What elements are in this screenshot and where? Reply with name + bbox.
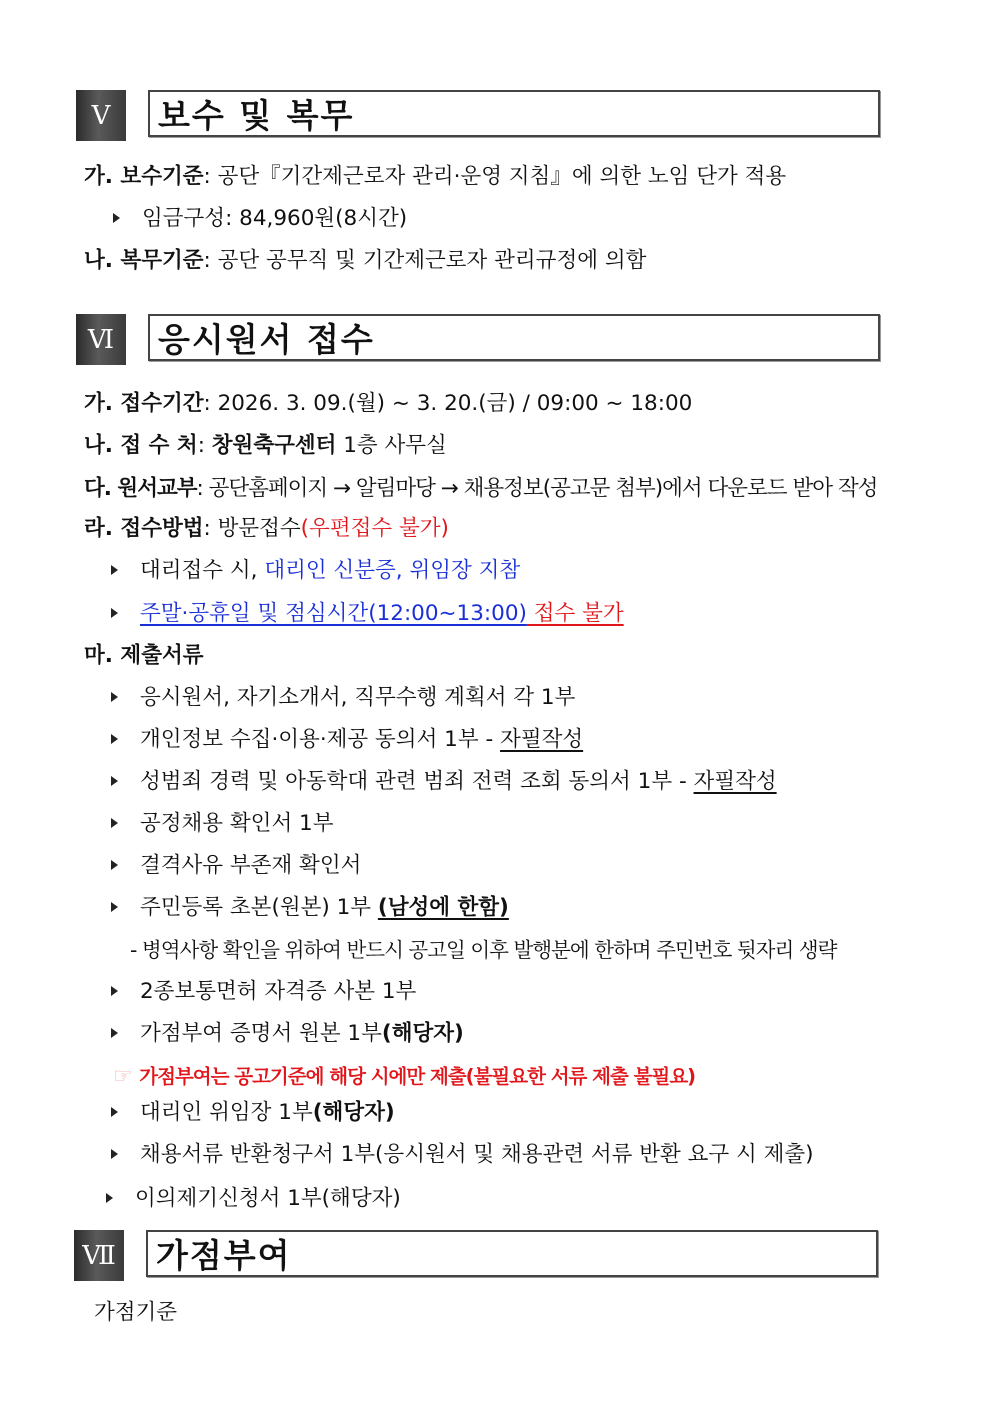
list-item: [111, 1019, 464, 1049]
doc-item-text: 성범죄 경력 및 아동학대 관련 범죄 전력 조회 동의서 1부 -: [140, 769, 694, 794]
method-text: : 방문접수: [203, 516, 301, 541]
triangle-bullet-icon: [111, 860, 118, 870]
list-item: [111, 1098, 395, 1128]
triangle-bullet-icon: [111, 902, 118, 912]
place-rest: 1층 사무실: [336, 433, 447, 458]
section-title: 가점부여: [156, 1236, 292, 1275]
section-number-box: Ⅴ: [76, 90, 126, 141]
triangle-bullet-icon: [111, 692, 118, 702]
place-name: 창원축구센터: [211, 433, 337, 458]
period-line: [84, 389, 692, 419]
list-item: [111, 683, 575, 713]
doc-item-text: 이의제기신청서 1부(해당자): [135, 1186, 401, 1211]
pay-standard-text: : 공단『기간제근로자 관리·운영 지침』에 의한 노임 단가 적용: [203, 164, 787, 189]
doc-item-text: 개인정보 수집·이용·제공 동의서 1부 -: [140, 727, 501, 752]
place-line: [84, 431, 447, 461]
male-only-note: (남성에 한함): [377, 895, 509, 920]
triangle-bullet-icon: [111, 565, 118, 575]
doc-item-text: 채용서류 반환청구서 1부(응시원서 및 채용관련 서류 반환 요구 시 제출): [140, 1142, 814, 1167]
section-title-box: [148, 90, 880, 137]
pay-standard-label: 가. 보수기준: [84, 164, 204, 189]
weekend-line: [111, 599, 624, 629]
section-title: 응시원서 접수: [158, 320, 375, 359]
section-7-header: [74, 1230, 882, 1281]
doc-item-text: 가점부여 증명서 원본 1부: [140, 1021, 382, 1046]
section-title-box: [146, 1230, 878, 1277]
doc-item-text: 결격사유 부존재 확인서: [140, 853, 362, 878]
triangle-bullet-icon: [113, 213, 120, 223]
military-subnote: [130, 935, 836, 965]
section-5-header: [76, 90, 884, 141]
docs-label-line: [84, 641, 204, 671]
handwritten-note: 자필작성: [500, 727, 584, 752]
bonus-note-text: 가점부여는 공고기준에 해당 시에만 제출(불필요한 서류 제출 불필요): [139, 1065, 696, 1088]
triangle-bullet-icon: [111, 1107, 118, 1117]
wage-line: [113, 204, 407, 234]
triangle-bullet-icon: [111, 776, 118, 786]
proxy-line: [111, 556, 520, 586]
handwritten-note: 자필작성: [693, 769, 777, 794]
doc-item-text: 주민등록 초본(원본) 1부: [140, 895, 378, 920]
form-text: : 공단홈페이지 → 알림마당 → 채용정보(공고문 첨부)에서 다운로드 받아 작성: [196, 476, 878, 501]
weekend-blue-text: 주말·공휴일 및 점심시간(12:00~13:00): [140, 601, 527, 626]
period-label: 가. 접수기간: [84, 391, 204, 416]
triangle-bullet-icon: [111, 734, 118, 744]
proxy-blue-text: 대리인 신분증, 위임장 지참: [264, 558, 521, 583]
pointing-hand-icon: ☞: [113, 1064, 132, 1089]
list-item: [111, 893, 509, 923]
section-title-box: [148, 314, 880, 361]
place-label: 나. 접 수 처: [84, 433, 198, 458]
method-label: 라. 접수방법: [84, 516, 204, 541]
method-red-text: (우편접수 불가): [300, 516, 449, 541]
form-label: 다. 원서교부: [84, 476, 197, 501]
method-line: [84, 514, 449, 544]
triangle-bullet-icon: [111, 986, 118, 996]
list-item: [111, 725, 583, 755]
pay-standard-line: [84, 162, 786, 192]
list-item: [106, 1184, 401, 1214]
section-6-header: [76, 314, 884, 365]
bonus-note-line: [113, 1062, 695, 1092]
list-item: [111, 1140, 814, 1170]
form-line: [84, 474, 877, 504]
section-number-box: Ⅵ: [76, 314, 126, 365]
proxy-prefix: 대리접수 시,: [140, 558, 265, 583]
triangle-bullet-icon: [111, 1028, 118, 1038]
list-item: [111, 809, 334, 839]
applicable-note: (해당자): [381, 1021, 464, 1046]
doc-item-text: 2종보통면허 자격증 사본 1부: [140, 979, 417, 1004]
triangle-bullet-icon: [106, 1193, 113, 1203]
triangle-bullet-icon: [111, 818, 118, 828]
triangle-bullet-icon: [111, 608, 118, 618]
triangle-bullet-icon: [111, 1149, 118, 1159]
wage-text: 임금구성: 84,960원(8시간): [142, 206, 408, 231]
doc-item-text: 대리인 위임장 1부: [140, 1100, 313, 1125]
military-subnote-text: - 병역사항 확인을 위하여 반드시 공고일 이후 발행분에 한하며 주민번호 뒷자리 생략: [130, 938, 837, 962]
section-title: 보수 및 복무: [158, 96, 355, 135]
place-sep: :: [197, 433, 212, 458]
weekend-red-text: 접수 불가: [526, 601, 624, 626]
list-item: [111, 851, 361, 881]
doc-item-text: 공정채용 확인서 1부: [140, 811, 334, 836]
applicable-note: (해당자): [312, 1100, 395, 1125]
service-standard-label: 나. 복무기준: [84, 248, 204, 273]
docs-label: 마. 제출서류: [84, 643, 204, 668]
doc-item-text: 응시원서, 자기소개서, 직무수행 계획서 각 1부: [140, 685, 576, 710]
service-standard-text: : 공단 공무직 및 기간제근로자 관리규정에 의함: [203, 248, 647, 273]
period-text: : 2026. 3. 09.(월) ~ 3. 20.(금) / 09:00 ~ 18:00: [203, 391, 693, 416]
service-standard-line: [84, 246, 646, 276]
section-number-box: Ⅶ: [74, 1230, 124, 1281]
bonus-criteria-text: 가점기준: [94, 1300, 178, 1325]
list-item: [111, 977, 416, 1007]
bonus-criteria-line: [94, 1298, 177, 1328]
list-item: [111, 767, 777, 797]
